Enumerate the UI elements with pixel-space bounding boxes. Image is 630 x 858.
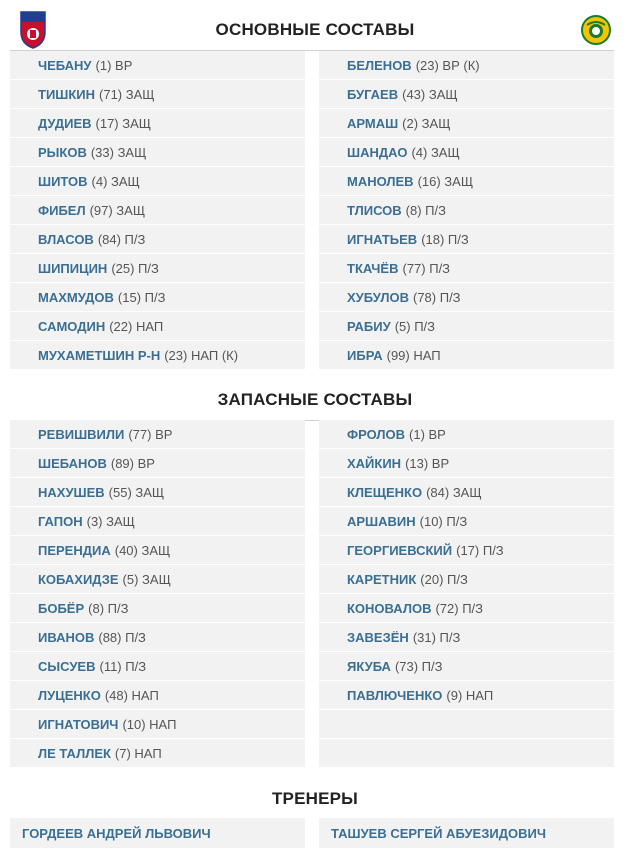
home-starter-row[interactable]: [10, 283, 305, 311]
away-starter-row[interactable]: [319, 167, 614, 195]
player-info: (77) П/З: [402, 260, 451, 276]
player-info: (16) ЗАЩ: [417, 173, 474, 189]
player-name[interactable]: ШАНДАО: [347, 144, 408, 160]
player-name[interactable]: РАБИУ: [347, 318, 391, 334]
player-name[interactable]: ВЛАСОВ: [38, 231, 94, 247]
player-name[interactable]: ГЕОРГИЕВСКИЙ: [347, 542, 453, 558]
player-name[interactable]: ФИБЕЛ: [38, 202, 86, 218]
player-name[interactable]: ЛЕ ТАЛЛЕК: [38, 745, 111, 761]
player-info: (72) П/З: [435, 600, 484, 616]
away-team-logo[interactable]: [581, 15, 611, 45]
player-name[interactable]: АРМАШ: [347, 115, 399, 131]
kuban-crest-icon: [581, 15, 611, 45]
player-info: (5) П/З: [394, 318, 436, 334]
home-starter-row[interactable]: [10, 225, 305, 253]
home-starters-list: [10, 51, 305, 370]
away-starter-row[interactable]: [319, 109, 614, 137]
lineups-title: ОСНОВНЫЕ СОСТАВЫ: [215, 20, 415, 39]
player-name[interactable]: ИВАНОВ: [38, 629, 95, 645]
player-name[interactable]: МАХМУДОВ: [38, 289, 114, 305]
player-name[interactable]: ШИПИЦИН: [38, 260, 108, 276]
player-info: (13) ВР: [405, 455, 450, 471]
player-name[interactable]: ЧЕБАНУ: [38, 57, 92, 73]
player-name[interactable]: ЛУЦЕНКО: [38, 687, 101, 703]
home-starter-row[interactable]: [10, 254, 305, 282]
home-sub-row[interactable]: [10, 507, 305, 535]
player-info: (99) НАП: [386, 347, 441, 363]
player-info: (20) П/З: [420, 571, 468, 587]
player-name[interactable]: ХАЙКИН: [347, 455, 402, 471]
away-starter-row[interactable]: [319, 254, 614, 282]
home-sub-row[interactable]: [10, 623, 305, 651]
home-sub-row[interactable]: [10, 739, 305, 767]
player-name[interactable]: ФРОЛОВ: [347, 426, 406, 442]
home-sub-row[interactable]: [10, 594, 305, 622]
player-name[interactable]: ТКАЧЁВ: [347, 260, 399, 276]
player-name[interactable]: ЯКУБА: [347, 658, 391, 674]
player-name[interactable]: ШЕБАНОВ: [38, 455, 107, 471]
home-sub-row[interactable]: [10, 478, 305, 506]
player-info: (8) П/З: [405, 202, 446, 218]
player-name[interactable]: ИГНАТЬЕВ: [347, 231, 418, 247]
player-name[interactable]: ГАПОН: [38, 513, 83, 529]
player-info: (88) П/З: [98, 629, 146, 645]
player-name[interactable]: АРШАВИН: [347, 513, 416, 529]
home-starter-row[interactable]: [10, 196, 305, 224]
player-info: (48) НАП: [104, 687, 159, 703]
away-sub-row[interactable]: [319, 536, 614, 564]
player-info: (25) П/З: [111, 260, 159, 276]
player-info: (5) ЗАЩ: [122, 571, 171, 587]
home-starter-row[interactable]: [10, 109, 305, 137]
home-starter-row[interactable]: [10, 312, 305, 340]
player-info: (1) ВР: [95, 57, 133, 73]
player-name[interactable]: МУХАМЕТШИН Р-Н: [38, 347, 161, 363]
player-info: (7) НАП: [114, 745, 162, 761]
player-info: (18) П/З: [421, 231, 469, 247]
player-name[interactable]: ИГНАТОВИЧ: [38, 716, 119, 732]
player-name[interactable]: ПАВЛЮЧЕНКО: [347, 687, 443, 703]
player-name[interactable]: ИБРА: [347, 347, 383, 363]
home-sub-row[interactable]: [10, 710, 305, 738]
player-info: (17) ЗАЩ: [95, 115, 151, 131]
player-info: (97) ЗАЩ: [89, 202, 146, 218]
away-sub-row[interactable]: [319, 594, 614, 622]
player-name[interactable]: БУГАЕВ: [347, 86, 399, 102]
home-coach[interactable]: ГОРДЕЕВ АНДРЕЙ ЛЬВОВИЧ: [10, 818, 305, 848]
player-info: (11) П/З: [99, 658, 147, 674]
away-starter-row[interactable]: [319, 312, 614, 340]
home-sub-row[interactable]: [10, 536, 305, 564]
player-name[interactable]: ПЕРЕНДИА: [38, 542, 111, 558]
away-sub-row[interactable]: [319, 449, 614, 477]
player-info: (33) ЗАЩ: [90, 144, 147, 160]
player-info: (77) ВР: [128, 426, 173, 442]
home-subs-list: [10, 420, 305, 768]
player-info: (1) ВР: [409, 426, 446, 442]
player-name[interactable]: РЕВИШВИЛИ: [38, 426, 125, 442]
away-starter-row[interactable]: [319, 341, 614, 369]
away-sub-row[interactable]: [319, 507, 614, 535]
player-info: (89) ВР: [110, 455, 155, 471]
player-name[interactable]: РЫКОВ: [38, 144, 87, 160]
away-sub-row[interactable]: [319, 565, 614, 593]
player-info: (3) ЗАЩ: [86, 513, 135, 529]
player-info: (4) ЗАЩ: [91, 173, 140, 189]
player-name[interactable]: КОНОВАЛОВ: [347, 600, 432, 616]
away-sub-row[interactable]: [319, 681, 614, 709]
player-info: (78) П/З: [413, 289, 461, 305]
player-info: (10) НАП: [122, 716, 177, 732]
player-name[interactable]: НАХУШЕВ: [38, 484, 105, 500]
player-name[interactable]: ТЛИСОВ: [347, 202, 402, 218]
player-name[interactable]: КАРЕТНИК: [347, 571, 417, 587]
away-sub-row[interactable]: [319, 478, 614, 506]
player-name[interactable]: ТИШКИН: [38, 86, 96, 102]
player-name[interactable]: КЛЕЩЕНКО: [347, 484, 423, 500]
player-name[interactable]: МАНОЛЕВ: [347, 173, 414, 189]
home-sub-row[interactable]: [10, 565, 305, 593]
player-info: (84) ЗАЩ: [426, 484, 482, 500]
away-sub-row[interactable]: [319, 652, 614, 680]
player-info: (84) П/З: [97, 231, 146, 247]
away-starter-row[interactable]: [319, 283, 614, 311]
home-starter-row[interactable]: [10, 138, 305, 166]
home-starter-row[interactable]: [10, 51, 305, 79]
home-sub-row[interactable]: [10, 420, 305, 448]
player-info: (9) НАП: [446, 687, 494, 703]
player-info: (2) ЗАЩ: [402, 115, 451, 131]
away-starter-row[interactable]: [319, 51, 614, 79]
away-sub-row[interactable]: [319, 623, 614, 651]
player-name[interactable]: ШИТОВ: [38, 173, 88, 189]
away-sub-row[interactable]: [319, 420, 614, 448]
player-info: (23) ВР (К): [415, 57, 480, 73]
away-coach[interactable]: ТАШУЕВ СЕРГЕЙ АБУЕЗИДОВИЧ: [319, 818, 614, 848]
away-starter-row[interactable]: [319, 80, 614, 108]
away-starter-row[interactable]: [319, 196, 614, 224]
player-name[interactable]: СЫСУЕВ: [38, 658, 96, 674]
player-info: (71) ЗАЩ: [99, 86, 155, 102]
player-name[interactable]: БОБЁР: [38, 600, 85, 616]
player-info: (43) ЗАЩ: [402, 86, 458, 102]
home-starter-row[interactable]: [10, 341, 305, 369]
player-name[interactable]: КОБАХИДЗЕ: [38, 571, 119, 587]
player-info: (55) ЗАЩ: [108, 484, 165, 500]
player-info: (22) НАП: [109, 318, 164, 334]
away-subs-list: [319, 420, 614, 768]
player-name[interactable]: ХУБУЛОВ: [347, 289, 409, 305]
empty-row: [319, 739, 614, 767]
player-info: (31) П/З: [412, 629, 461, 645]
player-name[interactable]: ДУДИЕВ: [38, 115, 92, 131]
player-name[interactable]: БЕЛЕНОВ: [347, 57, 412, 73]
home-starter-row[interactable]: [10, 167, 305, 195]
player-info: (40) ЗАЩ: [114, 542, 171, 558]
empty-row: [319, 710, 614, 738]
home-sub-row[interactable]: [10, 449, 305, 477]
home-sub-row[interactable]: [10, 681, 305, 709]
player-info: (4) ЗАЩ: [411, 144, 460, 160]
home-starter-row[interactable]: [10, 80, 305, 108]
player-info: (23) НАП (К): [164, 347, 239, 363]
player-info: (17) П/З: [456, 542, 504, 558]
home-sub-row[interactable]: [10, 652, 305, 680]
player-info: (73) П/З: [394, 658, 443, 674]
away-starters-list: [319, 51, 614, 370]
player-info: (10) П/З: [419, 513, 468, 529]
player-name[interactable]: ЗАВЕЗЁН: [347, 629, 409, 645]
away-starter-row[interactable]: [319, 138, 614, 166]
player-name[interactable]: САМОДИН: [38, 318, 106, 334]
player-info: (8) П/З: [88, 600, 129, 616]
away-starter-row[interactable]: [319, 225, 614, 253]
coaches-title: ТРЕНЕРЫ: [271, 789, 359, 808]
player-info: (15) П/З: [117, 289, 166, 305]
subs-title: ЗАПАСНЫЕ СОСТАВЫ: [217, 390, 413, 409]
